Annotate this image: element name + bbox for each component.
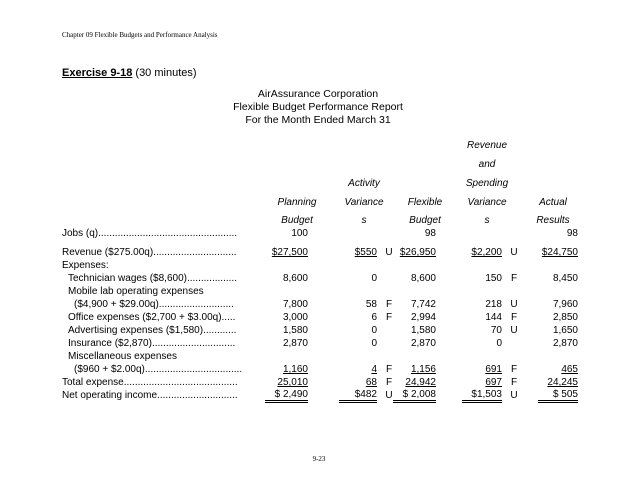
total-activity: 68 bbox=[365, 377, 377, 388]
net-spending-flag: U bbox=[510, 390, 518, 401]
mobile-lab-activity: 58 bbox=[365, 299, 377, 310]
office-spending: 144 bbox=[485, 312, 502, 323]
misc-flexible: 1,156 bbox=[410, 364, 436, 375]
insurance-actual: 2,870 bbox=[552, 338, 578, 349]
advertising-spending-flag: U bbox=[510, 325, 518, 336]
mobile-lab-spending-flag: U bbox=[510, 299, 518, 310]
jobs-actual: 98 bbox=[566, 228, 578, 239]
row-label-mobile-lab-formula: ($4,900 + $29.00q)........................... bbox=[74, 299, 234, 310]
technician-spending: 150 bbox=[485, 273, 502, 284]
net-spending: $1,503 bbox=[462, 390, 502, 403]
technician-spending-flag: F bbox=[510, 273, 518, 284]
company-name: AirAssurance Corporation bbox=[257, 88, 379, 100]
insurance-flexible: 2,870 bbox=[410, 338, 436, 349]
jobs-flexible: 98 bbox=[424, 228, 436, 239]
net-actual: $ 505 bbox=[538, 390, 578, 403]
exercise-duration: (30 minutes) bbox=[135, 67, 197, 79]
misc-spending: 691 bbox=[485, 364, 502, 375]
row-label-technician-wages: Technician wages ($8,600).................. bbox=[68, 273, 237, 284]
insurance-planning: 2,870 bbox=[282, 338, 308, 349]
mobile-lab-spending: 218 bbox=[485, 299, 502, 310]
revenue-actual: $24,750 bbox=[541, 247, 578, 258]
advertising-actual: 1,650 bbox=[552, 325, 578, 336]
row-label-jobs: Jobs (q).................................................. bbox=[62, 228, 238, 239]
net-activity-flag: U bbox=[385, 390, 393, 401]
total-actual: 24,245 bbox=[547, 377, 578, 388]
technician-actual: 8,450 bbox=[552, 273, 578, 284]
misc-activity-flag: F bbox=[385, 364, 393, 375]
advertising-flexible: 1,580 bbox=[410, 325, 436, 336]
revenue-activity-flag: U bbox=[385, 247, 393, 258]
activity-header-2: s bbox=[361, 215, 367, 226]
chapter-header: Chapter 09 Flexible Budgets and Performance Analysis bbox=[62, 31, 218, 39]
revenue-flexible: $26,950 bbox=[399, 247, 436, 258]
planning-header-2: Budget bbox=[281, 215, 313, 226]
spending-header-revenue: Revenue bbox=[466, 140, 508, 151]
office-activity-flag: F bbox=[385, 312, 393, 323]
revenue-activity: $550 bbox=[354, 247, 377, 258]
net-planning: $ 2,490 bbox=[265, 390, 308, 403]
total-activity-flag: F bbox=[385, 377, 393, 388]
office-actual: 2,850 bbox=[552, 312, 578, 323]
row-label-expenses: Expenses: bbox=[62, 260, 109, 271]
row-label-miscellaneous-formula: ($960 + $2.00q)................................... bbox=[74, 364, 243, 375]
office-spending-flag: F bbox=[510, 312, 518, 323]
page-number: 9-23 bbox=[312, 455, 326, 463]
office-planning: 3,000 bbox=[282, 312, 308, 323]
technician-activity: 0 bbox=[371, 273, 377, 284]
row-label-mobile-lab: Mobile lab operating expenses bbox=[68, 286, 204, 297]
total-spending-flag: F bbox=[510, 377, 518, 388]
advertising-spending: 70 bbox=[490, 325, 502, 336]
mobile-lab-flexible: 7,742 bbox=[410, 299, 436, 310]
row-label-office-expenses: Office expenses ($2,700 + $3.00q)..... bbox=[68, 312, 236, 323]
revenue-planning: $27,500 bbox=[271, 247, 308, 258]
misc-planning: 1,160 bbox=[282, 364, 308, 375]
row-label-miscellaneous: Miscellaneous expenses bbox=[68, 351, 177, 362]
activity-header-1: Variance bbox=[344, 197, 384, 208]
actual-header-2: Results bbox=[536, 215, 570, 226]
exercise-heading bbox=[62, 67, 197, 79]
advertising-planning: 1,580 bbox=[282, 325, 308, 336]
advertising-activity: 0 bbox=[371, 325, 377, 336]
net-flexible: $ 2,008 bbox=[393, 390, 436, 403]
total-planning: 25,010 bbox=[277, 377, 308, 388]
jobs-planning: 100 bbox=[291, 228, 308, 239]
misc-spending-flag: F bbox=[510, 364, 518, 375]
technician-planning: 8,600 bbox=[282, 273, 308, 284]
office-flexible: 2,994 bbox=[410, 312, 436, 323]
revenue-spending: $2,200 bbox=[471, 247, 502, 258]
row-label-advertising: Advertising expenses ($1,580)............ bbox=[68, 325, 237, 336]
total-flexible: 24,942 bbox=[405, 377, 436, 388]
insurance-activity: 0 bbox=[371, 338, 377, 349]
row-label-revenue: Revenue ($275.00q).............................. bbox=[62, 247, 237, 258]
spending-header-and: and bbox=[478, 159, 496, 170]
exercise-title: Exercise 9-18 bbox=[62, 67, 133, 79]
report-title: Flexible Budget Performance Report bbox=[233, 101, 403, 113]
mobile-lab-actual: 7,960 bbox=[552, 299, 578, 310]
report-period: For the Month Ended March 31 bbox=[245, 114, 391, 126]
misc-actual: 465 bbox=[561, 364, 578, 375]
revenue-spending-flag: U bbox=[510, 247, 518, 258]
spending-header-1: Variance bbox=[467, 197, 507, 208]
technician-flexible: 8,600 bbox=[410, 273, 436, 284]
spending-header-spending: Spending bbox=[465, 178, 509, 189]
row-label-total-expense: Total expense......................................... bbox=[62, 377, 238, 388]
office-activity: 6 bbox=[371, 312, 377, 323]
flexible-header-2: Budget bbox=[409, 215, 441, 226]
flexible-header-1: Flexible bbox=[407, 197, 443, 208]
activity-header-activity: Activity bbox=[348, 178, 380, 189]
row-label-insurance: Insurance ($2,870).............................. bbox=[68, 338, 236, 349]
mobile-lab-planning: 7,800 bbox=[282, 299, 308, 310]
spending-header-2: s bbox=[484, 215, 490, 226]
actual-header-1: Actual bbox=[539, 197, 567, 208]
mobile-lab-activity-flag: F bbox=[385, 299, 393, 310]
row-label-net-operating-income: Net operating income............................. bbox=[62, 390, 238, 401]
net-activity: $482 bbox=[339, 390, 377, 403]
misc-activity: 4 bbox=[371, 364, 377, 375]
total-spending: 697 bbox=[485, 377, 502, 388]
planning-header-1: Planning bbox=[277, 197, 317, 208]
insurance-spending: 0 bbox=[496, 338, 502, 349]
